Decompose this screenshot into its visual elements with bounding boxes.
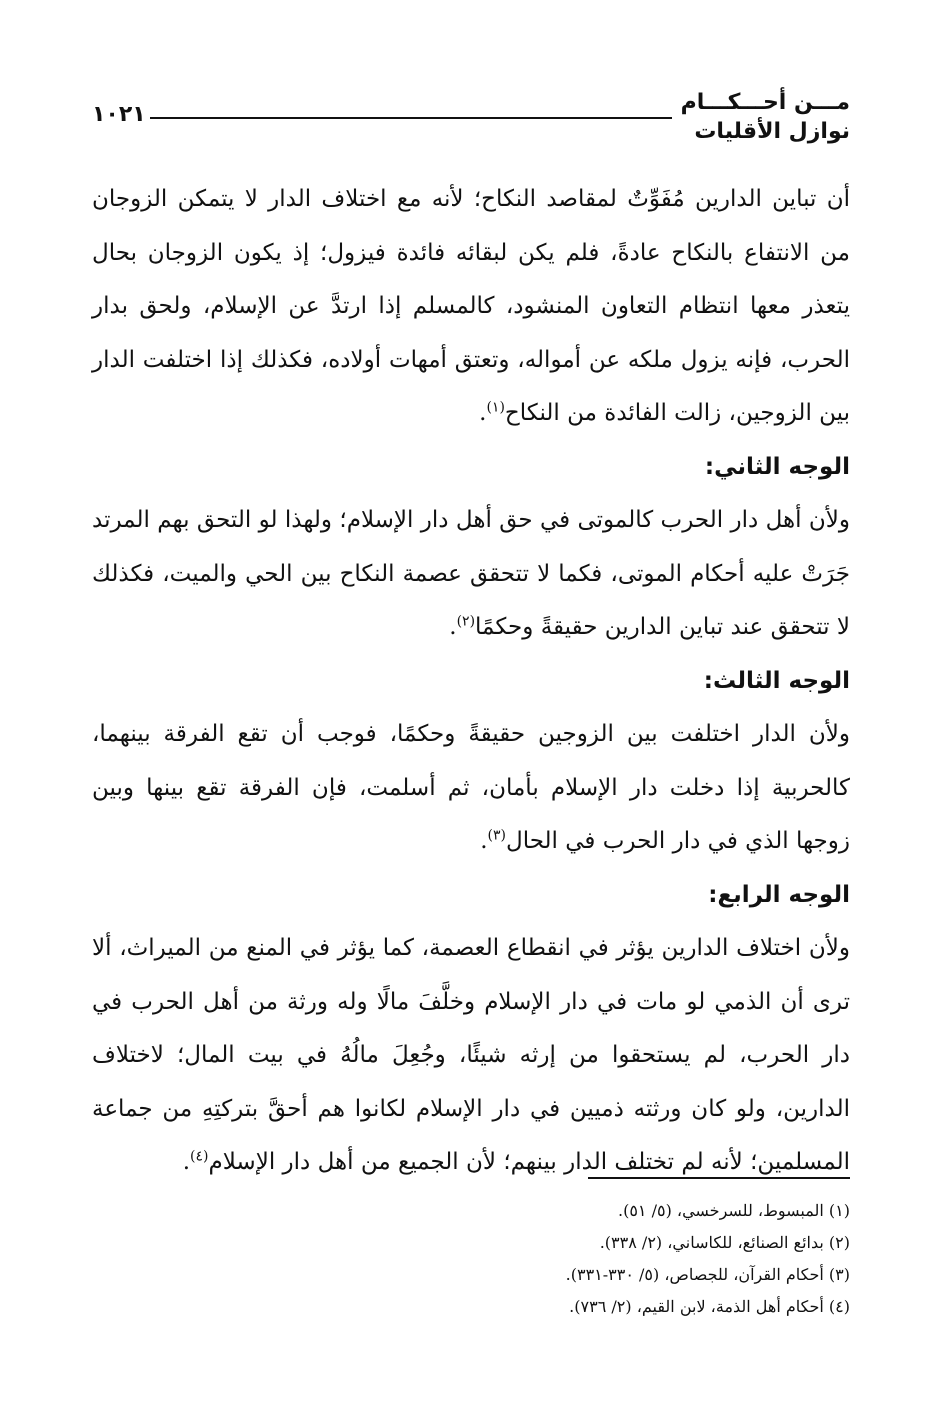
paragraph-2-period: . — [449, 614, 457, 640]
book-title — [681, 88, 850, 146]
footnotes — [92, 1195, 850, 1323]
footnote-2: (٢) بدائع الصنائع، للكاساني، (٢/ ٣٣٨). — [599, 1233, 850, 1252]
section-heading-3: الوجه الثالث: — [703, 667, 850, 694]
book-title-line-2: نوازل الأقليات — [694, 119, 850, 144]
paragraph-3-period: . — [480, 828, 488, 854]
footnote-ref-4: (٤) — [190, 1148, 209, 1165]
footnote-separator — [588, 1177, 850, 1179]
footnote-4: (٤) أحكام أهل الذمة، لابن القيم، (٢/ ٧٣٦). — [569, 1297, 850, 1316]
footnote-1: (١) المبسوط، للسرخسي، (٥/ ٥١). — [617, 1201, 850, 1220]
paragraph-4-period: . — [182, 1149, 190, 1175]
running-header — [92, 88, 850, 158]
paragraph-4-text: ولأن اختلاف الدارين يؤثر في انقطاع العصمة، كما يؤثر في المنع من الميراث، ألا ترى أن الذمي لو مات في دار الإسلام وخلَّفَ مالًا وله ورثة من أهل الحرب في دار الحرب، لم يستحقوا من إرثه شيئًا، وجُعِلَ مالُهُ في بيت المال؛ لاختلاف الدارين، ولو كان ورثته ذميين في دار الإسلام لكانوا هم أحقَّ بتركتِهِ من جماعة المسلمين؛ لأنه لم تختلف الدار بينهم؛ لأن الجميع من أهل دار الإسلام — [92, 935, 850, 1175]
paragraph-2 — [92, 494, 850, 655]
header-rule — [150, 117, 672, 119]
footnote-3: (٣) أحكام القرآن، للجصاص، (٥/ ٣٣٠-٣٣١). — [565, 1265, 850, 1284]
section-heading-2: الوجه الثاني: — [704, 453, 850, 480]
section-heading-4: الوجه الرابع: — [708, 881, 850, 908]
footnote-ref-1: (١) — [486, 399, 505, 416]
paragraph-3 — [92, 708, 850, 869]
page-number: ١٠٢١ — [92, 102, 146, 127]
paragraph-3-text: ولأن الدار اختلفت بين الزوجين حقيقةً وحكمًا، فوجب أن تقع الفرقة بينهما، كالحربية إذا دخلت دار الإسلام بأمان، ثم أسلمت، فإن الفرقة تقع بينها وبين زوجها الذي في دار الحرب في الحال — [92, 721, 850, 854]
book-title-line-1: مـــن أحـــكـــام — [680, 90, 850, 115]
paragraph-1-text: أن تباين الدارين مُفَوِّتٌ لمقاصد النكاح؛ لأنه مع اختلاف الدار لا يتمكن الزوجان من الانتفاع بالنكاح عادةً، فلم يكن لبقائه فائدة فيزول؛ إذ يكون الزوجان بحال يتعذر معها انتظام التعاون المنشود، كالمسلم إذا ارتدَّ عن الإسلام، ولحق بدار الحرب، فإنه يزول ملكه عن أمواله، وتعتق أمهات أولاده، فكذلك إذا اختلفت الدار بين الزوجين، زالت الفائدة من النكاح — [92, 186, 850, 426]
paragraph-4 — [92, 922, 850, 1190]
paragraph-2-text: ولأن أهل دار الحرب كالموتى في حق أهل دار الإسلام؛ ولهذا لو التحق بهم المرتد جَرَتْ عليه أحكام الموتى، فكما لا تتحقق عصمة النكاح بين الحي والميت، فكذلك لا تتحقق عند تباين الدارين حقيقةً وحكمًا — [92, 507, 850, 640]
main-text — [92, 173, 850, 1190]
footnote-ref-2: (٢) — [456, 613, 476, 630]
paragraph-1 — [92, 173, 850, 441]
footnote-ref-3: (٣) — [487, 827, 506, 844]
paragraph-1-period: . — [479, 400, 487, 426]
